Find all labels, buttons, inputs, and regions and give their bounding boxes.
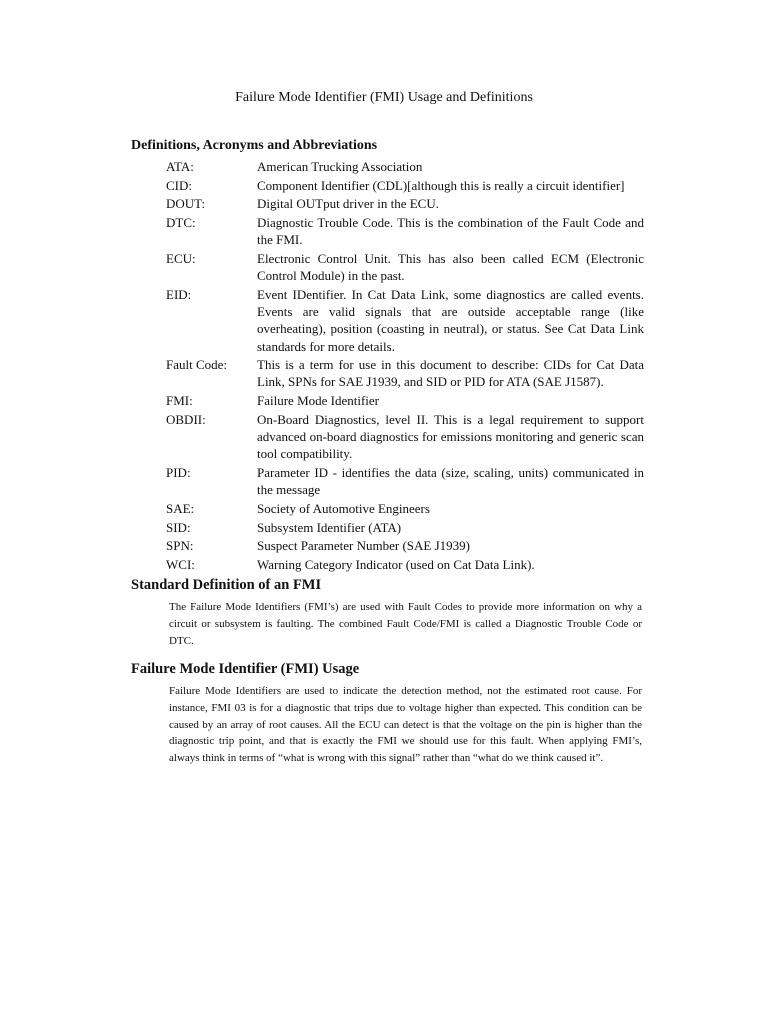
definition-row: [166, 556, 644, 573]
definition-term: ECU:: [166, 251, 196, 267]
definition-row: [166, 411, 644, 463]
definition-term: FMI:: [166, 393, 193, 409]
definition-term: CID:: [166, 177, 192, 193]
definition-text: Electronic Control Unit. This has also been called ECM (Electronic Control Module) in the past.: [257, 251, 644, 284]
definition-text: Component Identifier (CDL)[although this is really a circuit identifier]: [257, 177, 625, 193]
definition-row: [166, 177, 644, 194]
definition-term: Fault Code:: [166, 357, 228, 373]
definition-row: [166, 392, 644, 409]
definition-text: Digital OUTput driver in the ECU.: [257, 196, 439, 212]
definition-term: DTC:: [166, 215, 196, 231]
definition-term: DOUT:: [166, 196, 206, 212]
standard-definition-paragraph: The Failure Mode Identifiers (FMI’s) are used with Fault Codes to provide more information on why a circuit or subsystem is faulting. The combined Fault Code/FMI is called a Diagnostic Trouble Code or DTC.: [169, 601, 642, 647]
definition-text: This is a term for use in this document to describe: CIDs for Cat Data Link, SPNs for SAE J1939, and SID or PID for ATA (SAE J1587).: [257, 357, 644, 390]
definition-row: [166, 500, 644, 517]
definition-text: Event IDentifier. In Cat Data Link, some diagnostics are called events. Events are valid signals that are outside acceptable range (like overheating), position (coasting in neutral), or status. See Cat Data Link standards for more details.: [257, 286, 644, 354]
definition-row: [166, 214, 644, 248]
definitions-list: [166, 158, 644, 575]
fmi-usage-heading: Failure Mode Identifier (FMI) Usage: [131, 661, 360, 677]
definition-text: American Trucking Association: [257, 159, 423, 174]
definition-text: Society of Automotive Engineers: [257, 500, 430, 516]
definition-term: PID:: [166, 464, 191, 480]
definition-row: [166, 356, 644, 390]
definition-row: [166, 537, 644, 554]
definition-term: WCI:: [166, 556, 195, 572]
definition-term: SID:: [166, 519, 191, 535]
definition-text: Suspect Parameter Number (SAE J1939): [257, 538, 471, 554]
fmi-usage-paragraph: Failure Mode Identifiers are used to indicate the detection method, not the estimated root cause. For instance, FMI 03 is for a diagnostic that trips due to voltage higher than expected. This condition can be caused by an array of root causes. All the ECU can detect is that the voltage on the pin is higher than the diagnostic trip point, and that is exactly the FMI we should use for this fault. When applying FMI’s, always think in terms of “what is wrong with this signal” rather than “what do we think caused it”.: [169, 685, 642, 765]
definition-row: [166, 195, 644, 212]
definition-text: On-Board Diagnostics, level II. This is a legal requirement to support advanced on-board diagnostics for emissions monitoring and generic scan tool compatibility.: [257, 411, 644, 462]
definition-text: Warning Category Indicator (used on Cat Data Link).: [257, 556, 535, 572]
definition-term: SAE:: [166, 500, 195, 516]
definition-row: [166, 158, 644, 175]
definition-row: [166, 519, 644, 536]
definition-term: SPN:: [166, 538, 194, 554]
definition-row: [166, 286, 644, 355]
definition-term: OBDII:: [166, 411, 206, 427]
standard-definition-heading: Standard Definition of an FMI: [131, 577, 322, 593]
definition-text: Subsystem Identifier (ATA): [257, 519, 402, 535]
definition-text: Diagnostic Trouble Code. This is the combination of the Fault Code and the FMI.: [257, 215, 644, 248]
definition-text: Parameter ID - identifies the data (size, scaling, units) communicated in the message: [257, 464, 644, 498]
definition-term: ATA:: [166, 159, 194, 174]
definition-row: [166, 464, 644, 498]
definition-term: EID:: [166, 286, 192, 302]
definition-text: Failure Mode Identifier: [257, 393, 380, 409]
document-title: Failure Mode Identifier (FMI) Usage and Definitions: [235, 90, 533, 105]
definitions-heading: Definitions, Acronyms and Abbreviations: [131, 138, 378, 153]
definition-row: [166, 250, 644, 284]
